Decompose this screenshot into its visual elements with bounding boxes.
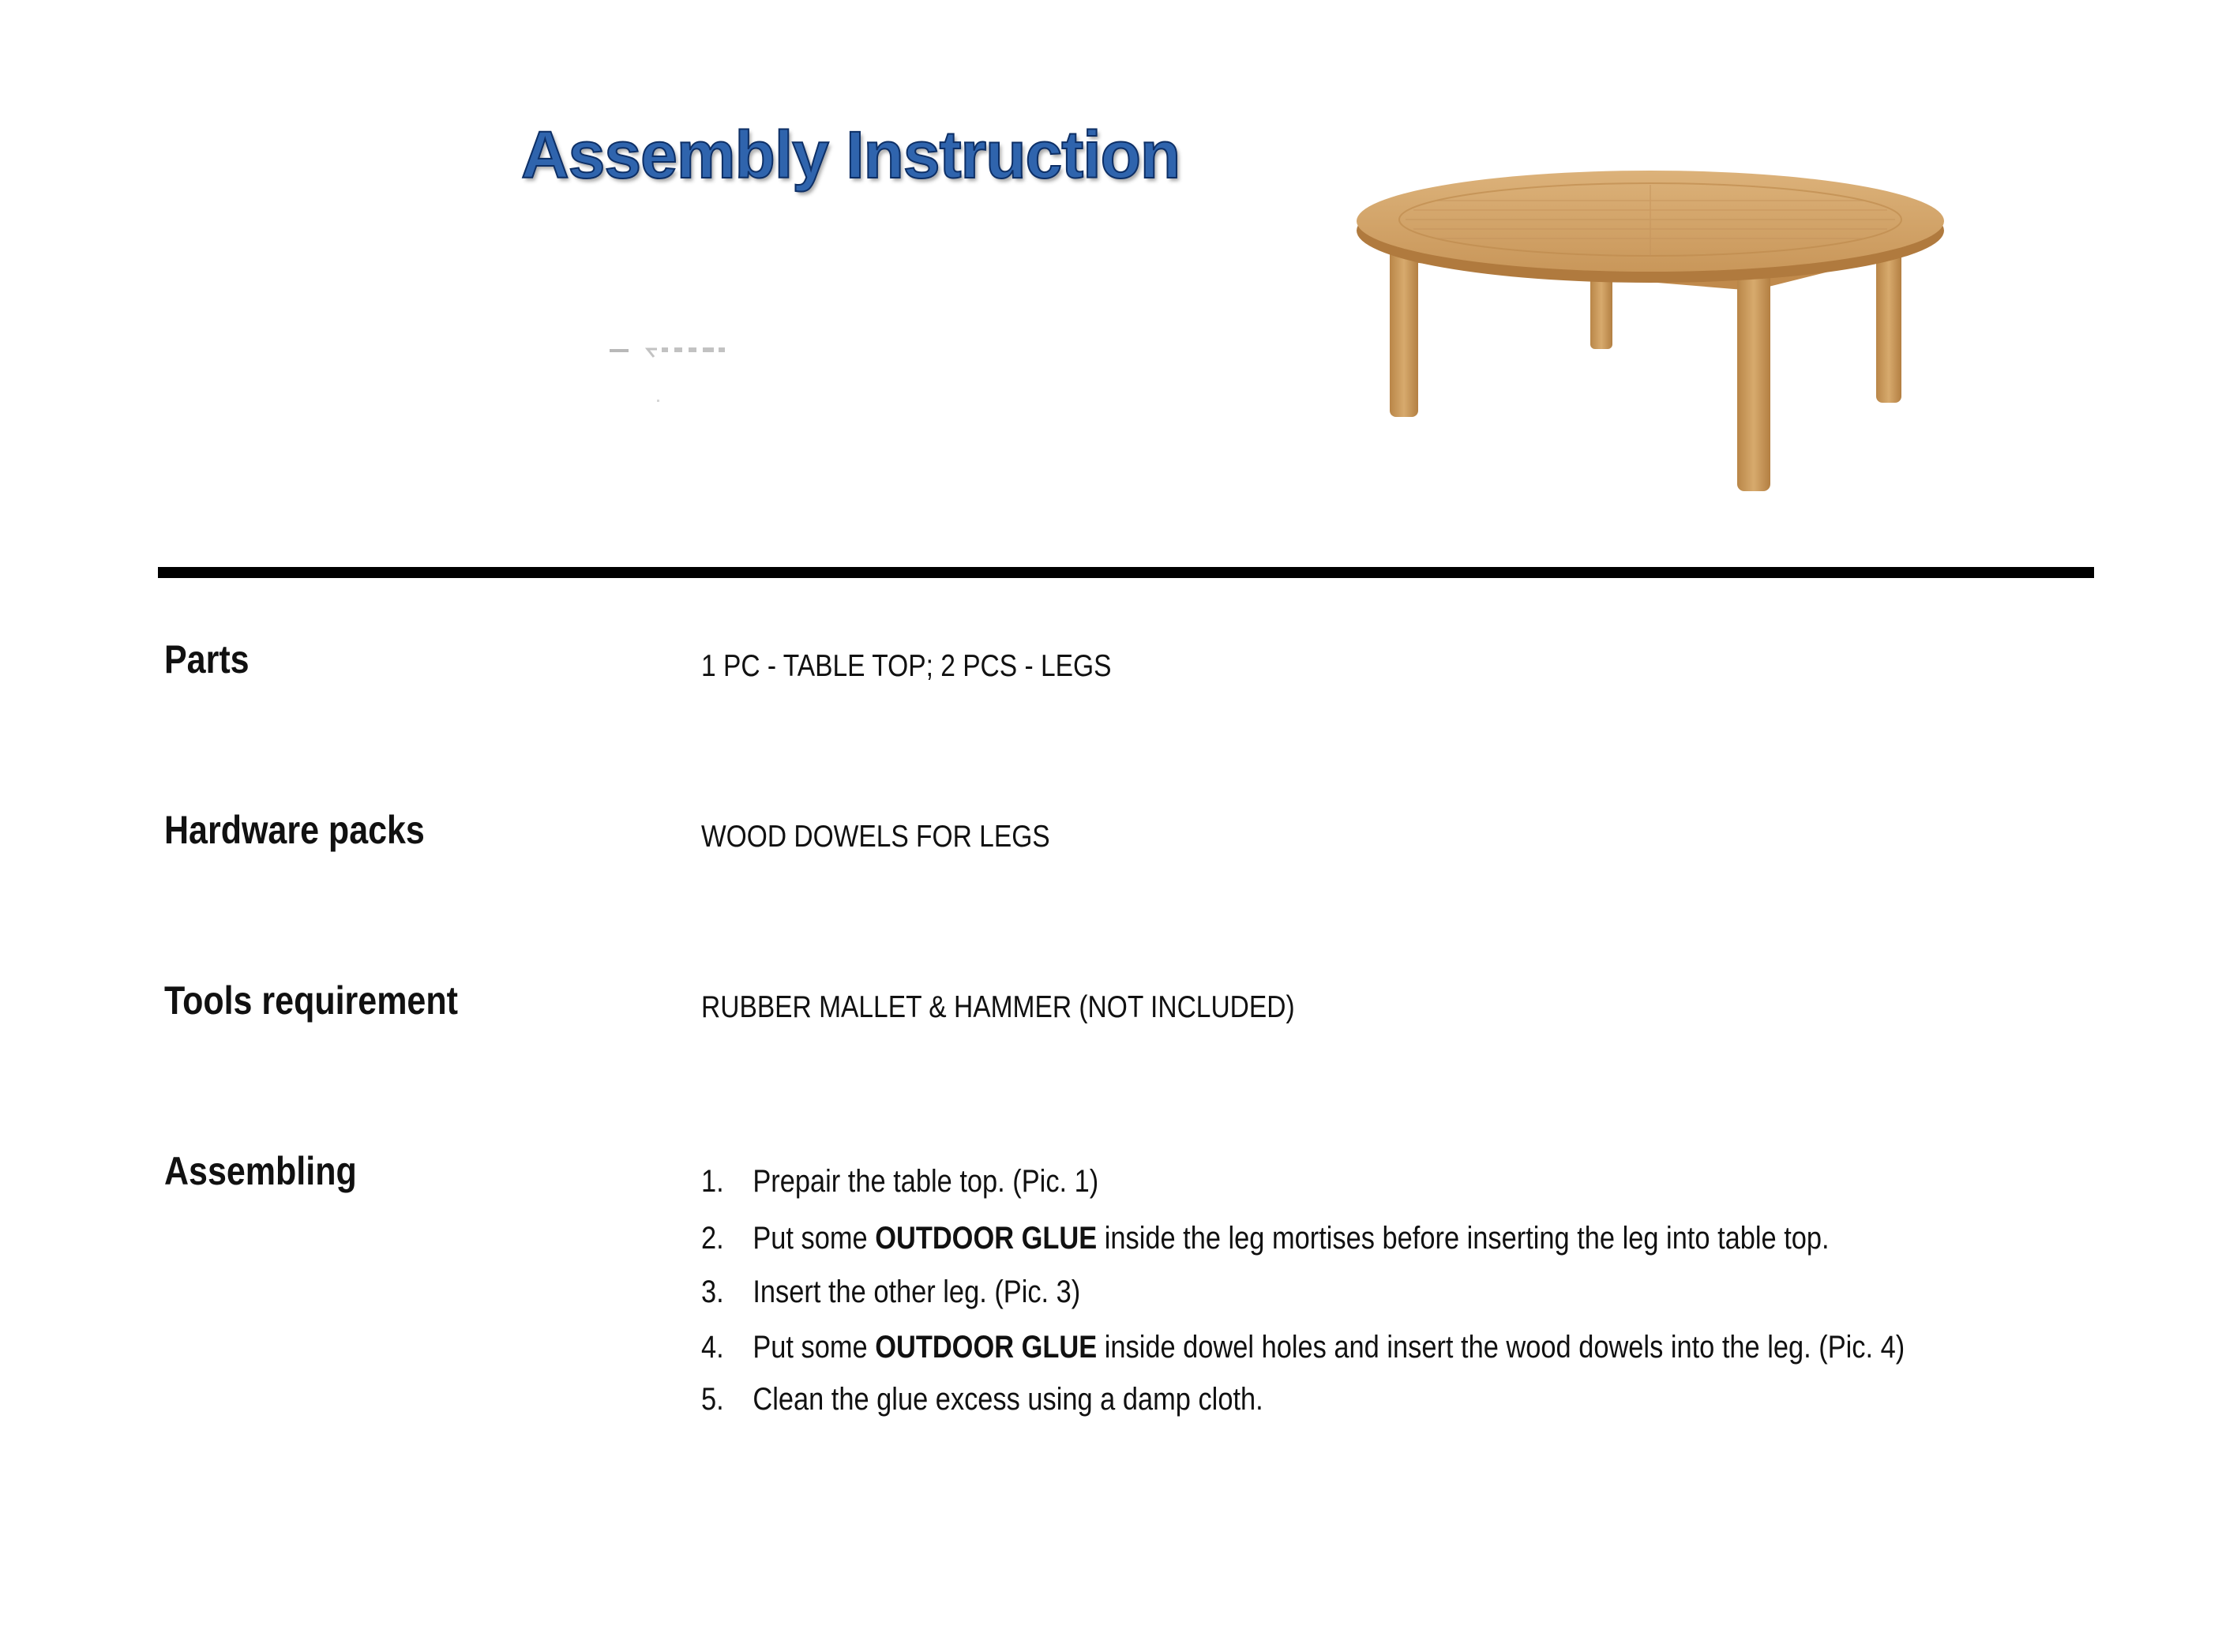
step-number: 3.: [701, 1275, 724, 1309]
step-text: Prepair the table top. (Pic. 1): [753, 1164, 1099, 1199]
list-item: [701, 1372, 1905, 1426]
list-item: [701, 1211, 1905, 1265]
tools-requirement-label: Tools requirement: [164, 978, 458, 1023]
hardware-packs-label: Hardware packs: [164, 808, 425, 852]
faded-scan-artifact: [610, 347, 768, 419]
step-text: Put some: [753, 1330, 876, 1365]
parts-value: 1 PC - TABLE TOP; 2 PCS - LEGS: [701, 649, 1112, 683]
list-item: [701, 1265, 1905, 1320]
step-number: 5.: [701, 1382, 724, 1417]
parts-label: Parts: [164, 637, 250, 681]
list-item: [701, 1320, 1905, 1372]
step-number: 4.: [701, 1330, 724, 1365]
page-title: Assembly Instruction: [521, 118, 1180, 192]
step-text-end: inside the leg mortises before inserting the leg into table top.: [1097, 1221, 1830, 1256]
section-divider: [158, 567, 2094, 578]
step-text: Put some: [753, 1221, 876, 1256]
hardware-packs-value: WOOD DOWELS FOR LEGS: [701, 820, 1050, 854]
step-number: 2.: [701, 1221, 724, 1256]
assembling-label: Assembling: [164, 1149, 357, 1193]
step-number: 1.: [701, 1164, 724, 1199]
tools-requirement-value: RUBBER MALLET & HAMMER (NOT INCLUDED): [701, 990, 1295, 1024]
step-text: Clean the glue excess using a damp cloth.: [753, 1382, 1263, 1417]
list-item: [701, 1155, 1905, 1211]
step-emphasis: OUTDOOR GLUE: [875, 1330, 1098, 1365]
assembling-steps: [701, 1155, 1905, 1426]
step-text: Insert the other leg. (Pic. 3): [753, 1275, 1081, 1309]
step-text-end: inside dowel holes and insert the wood dowels into the leg. (Pic. 4): [1097, 1330, 1905, 1365]
step-emphasis: OUTDOOR GLUE: [875, 1221, 1098, 1256]
table-product-image: [1342, 158, 1958, 505]
